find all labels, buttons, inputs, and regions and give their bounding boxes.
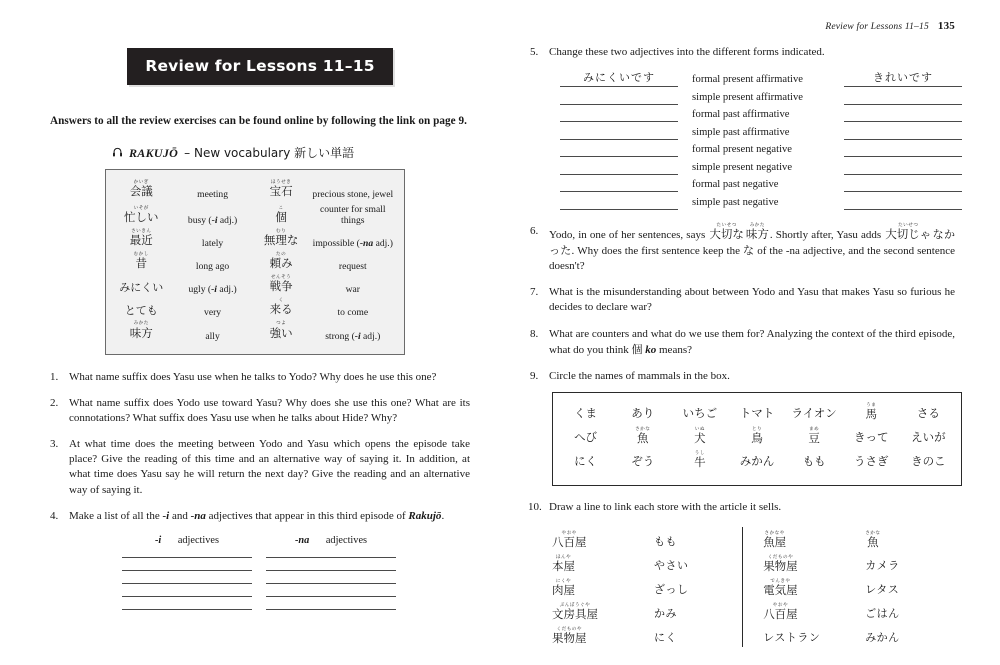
kanji: 強い bbox=[269, 325, 293, 340]
i-adjective-blank[interactable] bbox=[122, 570, 252, 571]
q4-book-title: Rakujō bbox=[408, 509, 442, 522]
word-cell[interactable] bbox=[900, 404, 957, 423]
store-item[interactable] bbox=[548, 597, 644, 621]
article-item[interactable]: ざっし bbox=[654, 582, 689, 596]
page-title: Review for Lessons 11–15 bbox=[127, 48, 392, 85]
word: 牛 bbox=[694, 455, 706, 470]
adjective-forms-table bbox=[560, 69, 980, 210]
right-form-blank[interactable] bbox=[844, 177, 962, 192]
store-name: 魚屋 bbox=[763, 535, 787, 550]
rakujo-heading bbox=[50, 144, 470, 161]
q4-mid: and bbox=[169, 509, 191, 522]
furigana: つよ bbox=[275, 321, 287, 327]
matching-group-1 bbox=[548, 525, 732, 647]
left-form-blank[interactable] bbox=[560, 107, 678, 122]
na-adjective-blank[interactable] bbox=[266, 570, 396, 571]
form-row bbox=[560, 125, 980, 140]
word-cell[interactable] bbox=[786, 452, 843, 471]
question-text bbox=[549, 224, 955, 275]
question-number: 8. bbox=[530, 327, 539, 340]
furigana: せんそう bbox=[270, 275, 292, 281]
word: もも bbox=[802, 454, 826, 469]
furigana: かいぎ bbox=[133, 180, 149, 185]
furigana: くだものや bbox=[767, 555, 794, 560]
question-text: Draw a line to link each store with the article it sells. bbox=[549, 501, 782, 514]
form-row bbox=[560, 177, 980, 192]
q4-end: . bbox=[441, 509, 445, 522]
form-row bbox=[560, 195, 980, 210]
furigana: ぶんぼうぐや bbox=[559, 603, 591, 608]
vocab-meaning: lately bbox=[201, 238, 224, 250]
word: あり bbox=[631, 406, 655, 421]
right-form-blank[interactable] bbox=[844, 107, 962, 122]
store-item[interactable] bbox=[759, 525, 855, 549]
adjectives-headers bbox=[122, 535, 470, 546]
question-item bbox=[530, 327, 955, 358]
headphones-icon bbox=[112, 147, 123, 158]
vocab-row bbox=[112, 251, 398, 274]
adjectives-worksheet bbox=[50, 535, 470, 610]
left-form-blank[interactable] bbox=[560, 90, 678, 105]
matching-exercise bbox=[548, 525, 955, 647]
banner-container bbox=[50, 48, 470, 85]
q6-na-char: な bbox=[742, 243, 755, 257]
word: ライオン bbox=[791, 406, 837, 421]
question-item bbox=[530, 45, 955, 60]
q6-part1: Yodo, in one of her sentences, says bbox=[549, 228, 709, 241]
article-item[interactable]: やさい bbox=[654, 558, 689, 572]
furigana: まめ bbox=[809, 427, 820, 433]
question-number: 10. bbox=[528, 501, 542, 514]
vocab-meaning: very bbox=[204, 307, 222, 319]
article-column bbox=[855, 525, 943, 647]
kanji: 昔 bbox=[135, 256, 147, 271]
q8-romaji: ko bbox=[645, 343, 657, 356]
word-cell[interactable] bbox=[728, 404, 785, 423]
vocab-word bbox=[112, 228, 171, 251]
question-text: What name suffix does Yasu use when he talks to Yodo? Why does he use this one? bbox=[69, 370, 437, 383]
form-label: formal past negative bbox=[692, 179, 779, 191]
q6-part4: . Why does the first sentence keep the bbox=[571, 244, 743, 257]
word: へび bbox=[574, 430, 598, 445]
question-number: 4. bbox=[50, 509, 59, 522]
form-label: simple present affirmative bbox=[692, 91, 804, 103]
word: さる bbox=[916, 406, 940, 421]
question-text: Circle the names of mammals in the box. bbox=[549, 369, 730, 382]
store-name: 文房具屋 bbox=[552, 607, 598, 622]
store-name: 果物屋 bbox=[552, 631, 587, 646]
word: トマト bbox=[739, 406, 775, 421]
word: えいが bbox=[911, 430, 946, 445]
furigana: みかた bbox=[133, 321, 149, 327]
blank-row bbox=[122, 557, 470, 558]
question-number: 2. bbox=[50, 396, 59, 409]
store-item[interactable]: レストラン bbox=[763, 630, 821, 644]
furigana: ほんや bbox=[555, 555, 572, 560]
vocab-word: とても bbox=[124, 304, 158, 318]
question-item bbox=[530, 369, 955, 384]
word-box-row bbox=[557, 452, 957, 471]
i-adjective-blank[interactable] bbox=[122, 583, 252, 584]
vocab-meaning: long ago bbox=[195, 261, 230, 273]
furigana: さかなや bbox=[764, 531, 785, 536]
q6-part5: of the -na adjective, and the second sentence doesn't? bbox=[549, 244, 956, 273]
word-box-row bbox=[557, 428, 957, 447]
furigana: うし bbox=[694, 451, 705, 457]
word-cell[interactable] bbox=[728, 452, 785, 471]
word-cell[interactable] bbox=[786, 428, 843, 447]
furigana: ほうせき bbox=[270, 180, 292, 185]
furigana: くだものや bbox=[556, 627, 582, 632]
store-item[interactable] bbox=[759, 597, 855, 621]
right-form-blank[interactable]: きれいです bbox=[844, 69, 962, 87]
form-label: formal past affirmative bbox=[692, 109, 790, 121]
q4-na-label: -na bbox=[190, 509, 206, 522]
left-form-blank[interactable] bbox=[560, 125, 678, 140]
intro-text: Answers to all the review exercises can be found online by following the link on page 9. bbox=[50, 115, 467, 127]
word: いちご bbox=[682, 406, 718, 421]
question-number: 7. bbox=[530, 286, 539, 299]
kanji: 大切じゃ bbox=[885, 226, 932, 241]
kanji: 忙しい bbox=[124, 210, 159, 225]
kanji: 頼み bbox=[269, 256, 293, 271]
blank-row bbox=[122, 583, 470, 584]
na-adjective-blank[interactable] bbox=[266, 609, 396, 610]
running-head bbox=[825, 20, 955, 32]
word: 鳥 bbox=[751, 431, 763, 446]
vocab-word bbox=[255, 274, 308, 297]
question-item bbox=[50, 509, 470, 524]
question-item bbox=[530, 285, 955, 315]
word: 馬 bbox=[865, 407, 878, 422]
left-question-list bbox=[50, 370, 470, 524]
store-name: 肉屋 bbox=[552, 583, 575, 598]
vocab-meaning: counter for small things bbox=[320, 204, 386, 227]
question-item bbox=[530, 500, 955, 515]
question-number: 9. bbox=[530, 369, 539, 382]
word: くま bbox=[574, 406, 598, 421]
form-row bbox=[560, 90, 980, 105]
vocab-meaning: impossible (-na adj.) bbox=[312, 238, 393, 250]
word-cell[interactable] bbox=[843, 404, 900, 423]
word-cell[interactable] bbox=[614, 452, 671, 471]
kanji: 最近 bbox=[129, 233, 153, 248]
furigana: たいせつ bbox=[716, 222, 737, 228]
article-item[interactable]: レタス bbox=[865, 582, 900, 596]
vocab-meaning: meeting bbox=[197, 189, 229, 201]
word: 犬 bbox=[694, 431, 706, 446]
article-item[interactable] bbox=[855, 525, 943, 549]
word-cell[interactable] bbox=[728, 428, 785, 447]
article-name: 魚 bbox=[867, 535, 879, 550]
q8-part2: means? bbox=[656, 343, 692, 356]
question-item bbox=[50, 396, 470, 426]
store-name: 八百屋 bbox=[552, 535, 587, 550]
store-column bbox=[548, 525, 644, 647]
word-cell[interactable] bbox=[557, 452, 614, 471]
kanji: 個 bbox=[275, 210, 287, 225]
question-text: What is the misunderstanding about between Yodo and Yasu that makes Yasu so furious he decides to declare war? bbox=[549, 286, 955, 314]
store-item[interactable] bbox=[548, 621, 644, 645]
q8-part1: What are counters and what do we use them for? Analyzing the context of the third episode, what do you think bbox=[549, 327, 955, 356]
q8-counter-kanji: 個 bbox=[631, 342, 643, 356]
store-item[interactable] bbox=[548, 549, 644, 573]
blank-row bbox=[122, 596, 470, 597]
word-box-row bbox=[557, 404, 957, 423]
kanji: 無理な bbox=[263, 233, 299, 248]
form-label: simple past affirmative bbox=[692, 126, 790, 138]
i-adjective-blank[interactable] bbox=[122, 596, 252, 597]
store-name: 本屋 bbox=[552, 559, 575, 574]
article-item[interactable]: もも bbox=[654, 534, 677, 548]
kanji: 味方 bbox=[129, 325, 153, 340]
question-text: At what time does the meeting between Yodo and Yasu which opens the episode take place? Give the reading of this time and an alternative way of saying it. In addition, at what time does Yasu say he will return the next day? Give the reading and an alternative way of saying it. bbox=[69, 438, 470, 496]
vocab-row bbox=[112, 228, 398, 251]
furigana: たいせつ bbox=[898, 222, 919, 228]
vocab-meaning: to come bbox=[337, 307, 369, 319]
vocab-meaning: strong (-i adj.) bbox=[325, 330, 381, 342]
furigana: みかた bbox=[749, 222, 765, 228]
kanji: 戦争 bbox=[269, 279, 293, 294]
i-adjectives-header: -i adjectives bbox=[154, 534, 220, 546]
form-row bbox=[560, 142, 980, 157]
vocab-word bbox=[255, 202, 308, 228]
word-cell[interactable] bbox=[843, 428, 900, 447]
na-adjectives-header: -na adjectives bbox=[294, 534, 368, 546]
right-form-blank[interactable] bbox=[844, 90, 962, 105]
na-adjective-blank[interactable] bbox=[266, 557, 396, 558]
question-text bbox=[69, 509, 470, 524]
question-text: Change these two adjectives into the different forms indicated. bbox=[549, 46, 825, 58]
form-row bbox=[560, 69, 980, 87]
furigana: むかし bbox=[133, 252, 149, 258]
furigana: むり bbox=[275, 229, 287, 235]
question-number: 6. bbox=[530, 224, 539, 237]
article-item[interactable]: みかん bbox=[865, 630, 900, 644]
word-cell[interactable] bbox=[614, 428, 671, 447]
furigana: にくや bbox=[555, 579, 572, 584]
vocab-word: みにくい bbox=[119, 281, 164, 295]
kanji: 宝石 bbox=[269, 184, 293, 199]
question-item bbox=[50, 370, 470, 385]
store-name: 電気屋 bbox=[763, 583, 798, 598]
question-item bbox=[50, 437, 470, 498]
question-item bbox=[530, 224, 955, 275]
running-head-title: Review for Lessons 11–15 bbox=[825, 22, 929, 32]
furigana: やおや bbox=[561, 531, 577, 536]
vocab-meaning: precious stone, jewel bbox=[312, 189, 394, 201]
q4-post: adjectives that appear in this third episode of bbox=[205, 509, 409, 522]
furigana: く bbox=[278, 298, 284, 304]
question-number: 5. bbox=[530, 46, 539, 58]
question-text: What name suffix does Yodo use toward Yasu? Why does she use this one? What are its connotations? What suffix does Yasu use when he talks about Hide? Why? bbox=[69, 396, 470, 424]
vocab-word bbox=[255, 179, 308, 202]
form-label: formal present negative bbox=[692, 144, 793, 156]
store-column bbox=[759, 525, 855, 647]
article-item[interactable]: かみ bbox=[654, 606, 677, 620]
question-text bbox=[549, 327, 955, 358]
form-row bbox=[560, 160, 980, 175]
furigana: とり bbox=[751, 427, 763, 433]
blank-row bbox=[122, 570, 470, 571]
word-cell[interactable] bbox=[671, 428, 728, 447]
vocab-meaning: war bbox=[345, 284, 360, 296]
form-label: formal present affirmative bbox=[692, 74, 803, 86]
vocab-row bbox=[112, 274, 398, 297]
q4-pre: Make a list of all the bbox=[69, 509, 163, 522]
article-item[interactable]: カメラ bbox=[865, 558, 900, 572]
page-number: 135 bbox=[937, 20, 955, 32]
word-cell[interactable] bbox=[557, 428, 614, 447]
rakujo-subtitle: – New vocabulary 新しい単語 bbox=[184, 146, 355, 160]
vocab-word bbox=[255, 251, 308, 274]
vocabulary-box bbox=[105, 169, 405, 355]
word-cell[interactable] bbox=[900, 452, 957, 471]
furigana: たの bbox=[275, 252, 287, 258]
vocab-word bbox=[112, 251, 171, 274]
vocab-word bbox=[112, 202, 171, 228]
vocab-row bbox=[112, 202, 398, 228]
vocab-row bbox=[112, 297, 398, 320]
question-number: 3. bbox=[50, 438, 59, 451]
right-form-blank[interactable] bbox=[844, 142, 962, 157]
vocab-meaning: ugly (-i adj.) bbox=[188, 284, 237, 296]
kanji: 来る bbox=[269, 302, 293, 317]
kanji: 会議 bbox=[129, 184, 153, 199]
na-adjective-blank[interactable] bbox=[266, 583, 396, 584]
furigana: いぬ bbox=[694, 427, 705, 433]
matching-group-2 bbox=[759, 525, 943, 647]
blank-row bbox=[122, 609, 470, 610]
article-item[interactable]: にく bbox=[654, 630, 677, 644]
furigana: やおや bbox=[772, 603, 789, 608]
left-form-blank[interactable] bbox=[560, 195, 678, 210]
article-column bbox=[644, 525, 732, 647]
form-row bbox=[560, 107, 980, 122]
word-cell[interactable] bbox=[671, 452, 728, 471]
right-form-blank[interactable] bbox=[844, 160, 962, 175]
form-label: simple present negative bbox=[692, 161, 793, 173]
vocab-word bbox=[255, 297, 308, 320]
word-cell[interactable] bbox=[786, 404, 843, 423]
kanji: 味方 bbox=[745, 226, 769, 241]
vocab-word bbox=[112, 179, 171, 202]
rakujo-title: RAKUJŌ bbox=[129, 146, 179, 160]
furigana: いそが bbox=[133, 206, 149, 211]
left-form-blank[interactable] bbox=[560, 160, 678, 175]
word: にく bbox=[574, 454, 598, 469]
kanji: 大切な bbox=[709, 226, 744, 241]
store-item[interactable] bbox=[548, 525, 644, 549]
word: 豆 bbox=[808, 431, 820, 446]
i-adjective-blank[interactable] bbox=[122, 609, 252, 610]
vocab-meaning: busy (-i adj.) bbox=[187, 215, 238, 227]
word-cell[interactable] bbox=[671, 404, 728, 423]
store-item[interactable] bbox=[548, 573, 644, 597]
vocab-row bbox=[112, 179, 398, 202]
form-label: simple past negative bbox=[692, 196, 779, 208]
store-item[interactable] bbox=[759, 573, 855, 597]
furigana: さかな bbox=[635, 427, 651, 433]
store-name: 果物屋 bbox=[763, 559, 798, 574]
word: 魚 bbox=[636, 431, 649, 446]
word-cell[interactable] bbox=[614, 404, 671, 423]
matching-divider bbox=[742, 527, 743, 647]
word: うさぎ bbox=[854, 454, 889, 469]
vocabulary-table bbox=[112, 179, 398, 344]
furigana: さかな bbox=[865, 531, 881, 536]
left-form-blank[interactable] bbox=[560, 142, 678, 157]
store-item[interactable] bbox=[759, 549, 855, 573]
article-item[interactable]: ごはん bbox=[865, 606, 900, 620]
vocab-row bbox=[112, 320, 398, 343]
word: ぞう bbox=[631, 454, 655, 469]
word-cell[interactable] bbox=[843, 452, 900, 471]
vocab-word bbox=[255, 228, 308, 251]
q6-part3: なかった bbox=[549, 227, 955, 257]
q6-part2: . Shortly after, Yasu adds bbox=[769, 228, 885, 241]
furigana: こ bbox=[278, 206, 284, 211]
word-cell[interactable] bbox=[900, 428, 957, 447]
vocab-word bbox=[255, 320, 308, 343]
na-adjective-blank[interactable] bbox=[266, 596, 396, 597]
furigana: でんきや bbox=[770, 579, 791, 584]
word: みかん bbox=[739, 454, 775, 469]
i-adjective-blank[interactable] bbox=[122, 557, 252, 558]
word-cell[interactable] bbox=[557, 404, 614, 423]
q4-i-label: -i bbox=[162, 509, 170, 522]
right-page bbox=[500, 0, 1000, 665]
right-form-blank[interactable] bbox=[844, 195, 962, 210]
word: きって bbox=[854, 430, 889, 445]
right-form-blank[interactable] bbox=[844, 125, 962, 140]
furigana: うま bbox=[866, 403, 877, 409]
mammals-word-box bbox=[552, 392, 962, 486]
adjectives-blank-rows bbox=[122, 557, 470, 610]
vocab-word bbox=[112, 320, 171, 343]
vocab-meaning: request bbox=[338, 261, 367, 273]
left-form-blank[interactable]: みにくいです bbox=[560, 69, 678, 87]
left-form-blank[interactable] bbox=[560, 177, 678, 192]
furigana: さいきん bbox=[131, 229, 152, 235]
right-question-list bbox=[530, 45, 955, 384]
store-name: 八百屋 bbox=[763, 607, 798, 622]
word: きのこ bbox=[911, 454, 946, 469]
question-number: 1. bbox=[50, 370, 59, 383]
vocab-meaning: ally bbox=[205, 330, 220, 342]
